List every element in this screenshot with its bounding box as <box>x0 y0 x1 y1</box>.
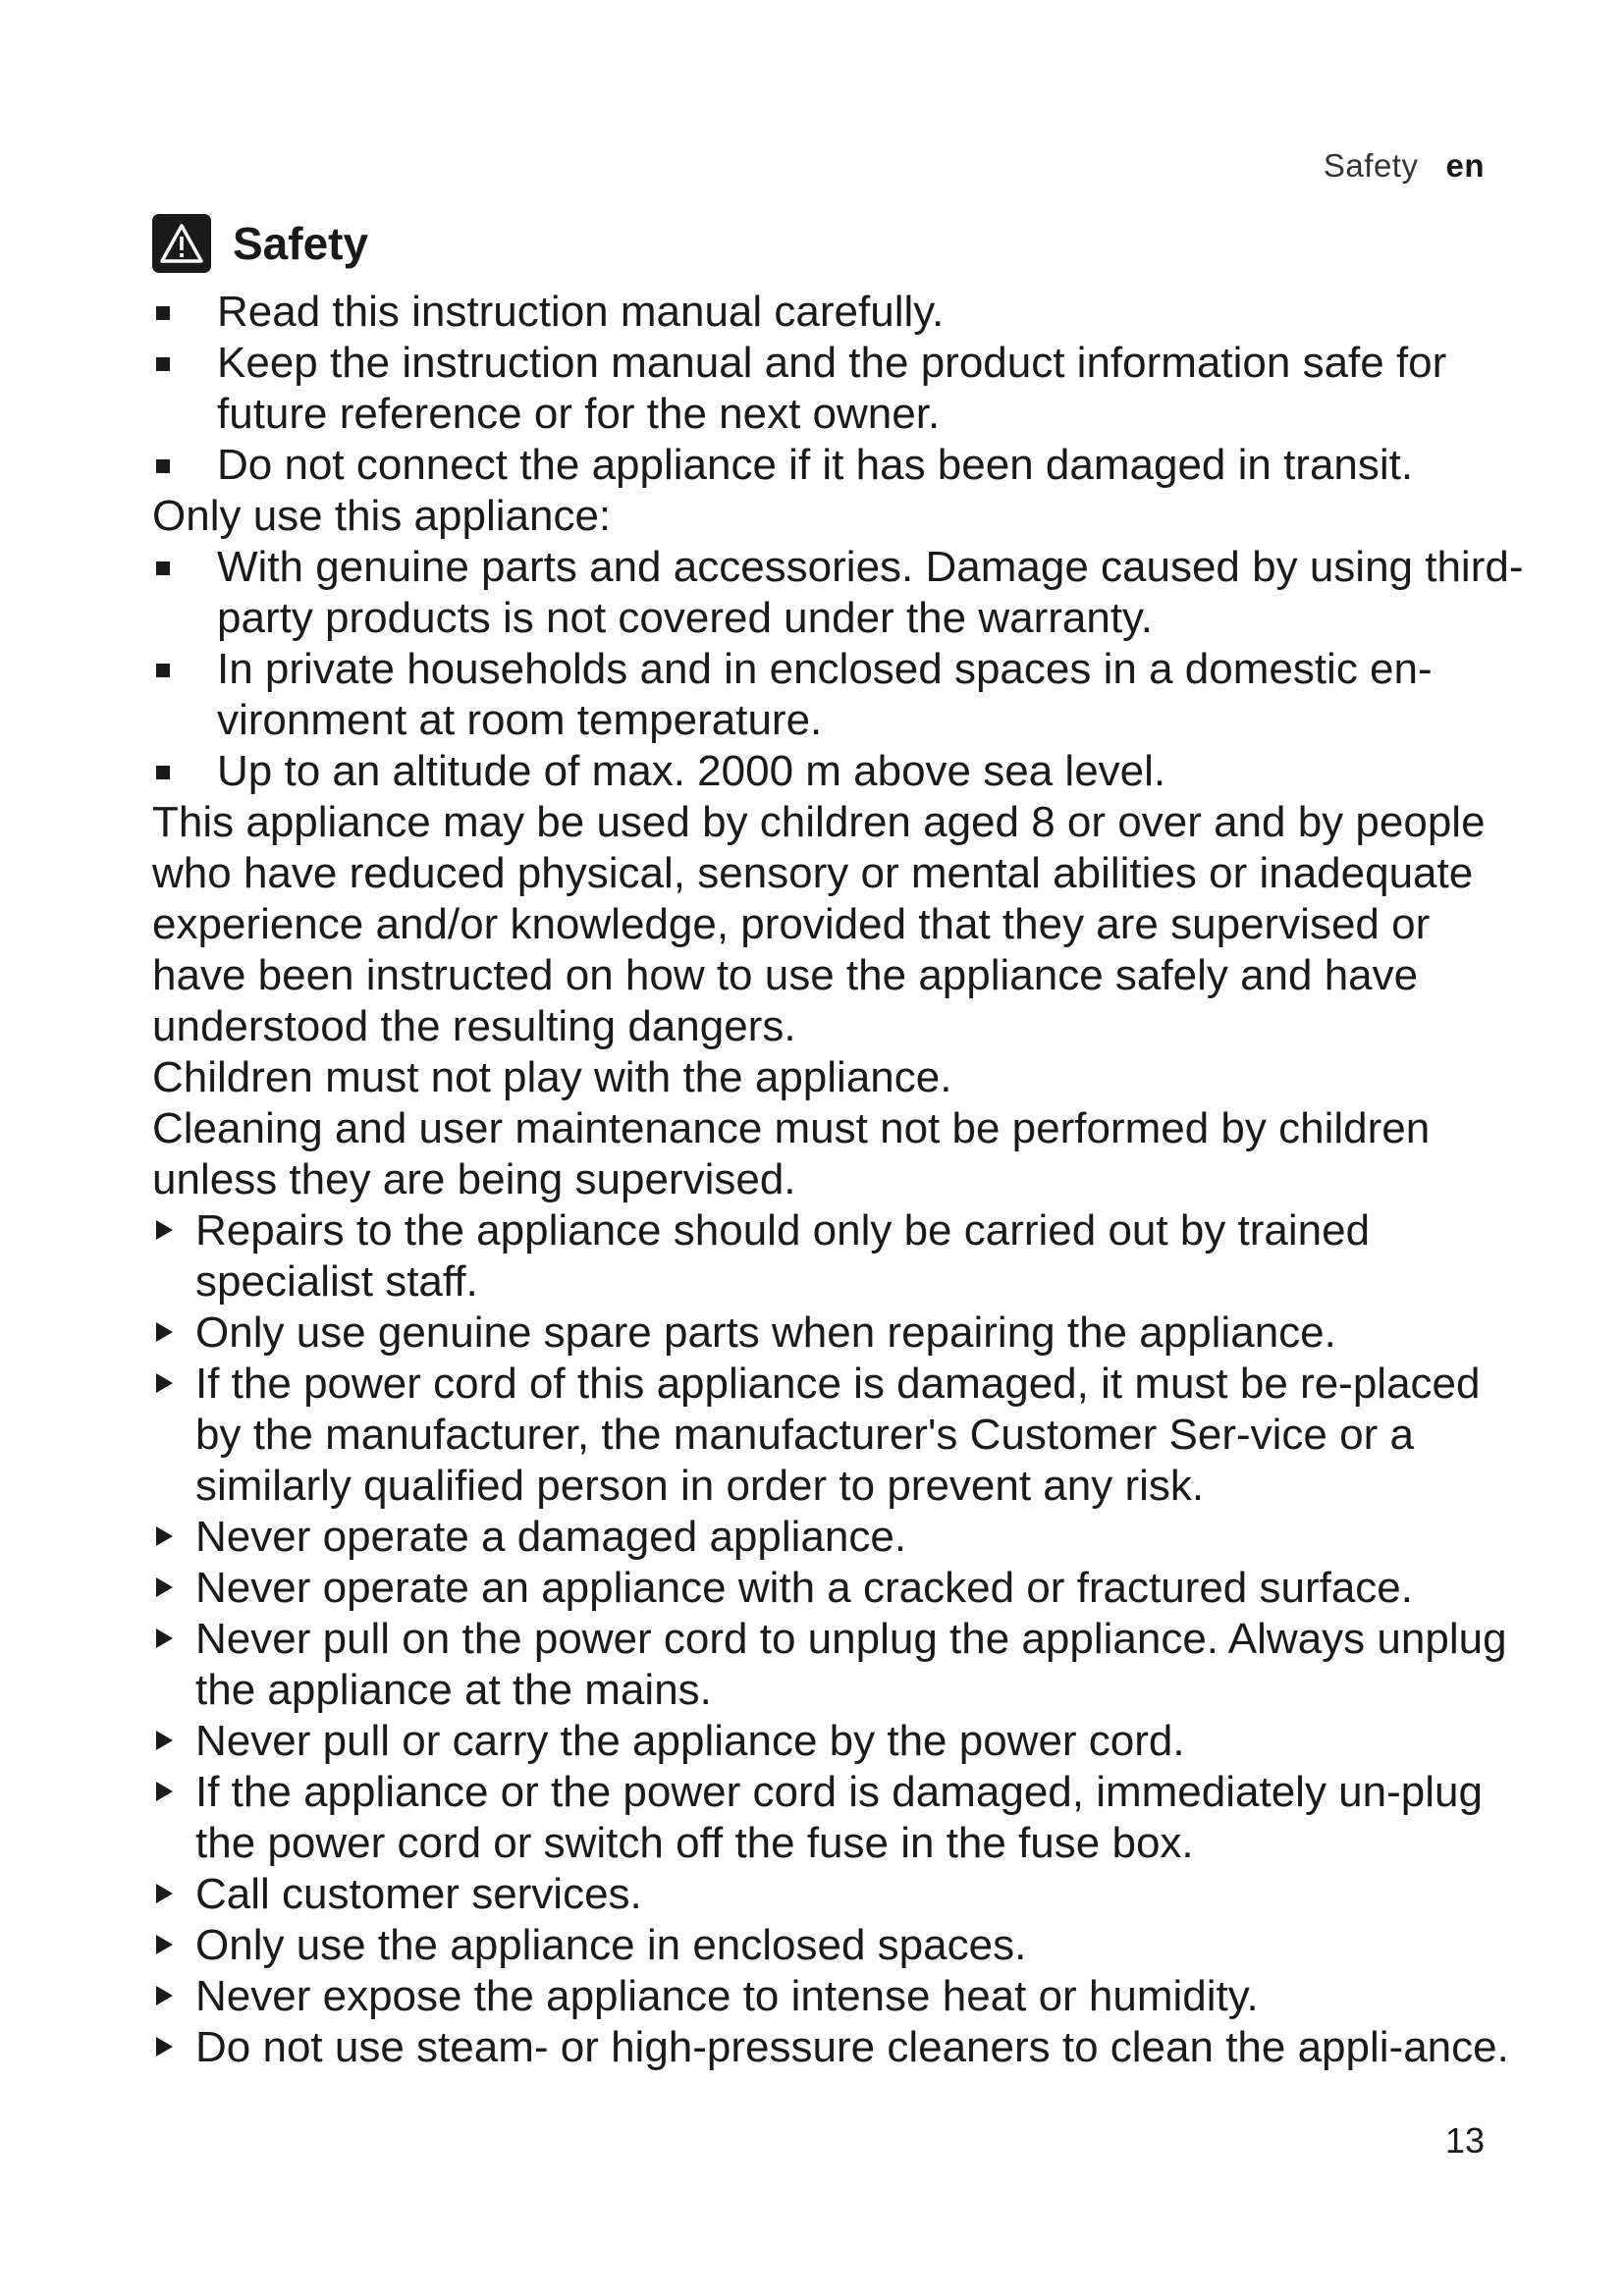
header-language: en <box>1445 147 1485 184</box>
instruction-item: Never operate an appliance with a cracked or fractured surface. <box>152 1563 1527 1614</box>
list-item: Do not connect the appliance if it has been damaged in transit. <box>152 440 1527 491</box>
instruction-item: Never operate a damaged appliance. <box>152 1512 1527 1563</box>
square-bullet-icon <box>156 459 170 473</box>
running-header <box>1324 147 1485 185</box>
header-section: Safety <box>1323 147 1419 184</box>
instruction-item: Call customer services. <box>152 1869 1527 1920</box>
warning-triangle-icon <box>152 214 211 273</box>
paragraph: Children must not play with the appliance. <box>152 1053 952 1101</box>
arrow-bullet-icon <box>156 1629 173 1648</box>
arrow-bullet-icon <box>156 2037 173 2056</box>
arrow-bullet-icon <box>156 1782 173 1801</box>
arrow-bullet-icon <box>156 1373 173 1393</box>
instruction-item: If the power cord of this appliance is damaged, it must be re-placed by the manufacturer, the manufacturer's Customer Ser-vice or a similarly qualified person in order to prevent any risk. <box>152 1359 1527 1512</box>
list-item: Keep the instruction manual and the product information safe for future reference or for the next owner. <box>152 338 1527 440</box>
square-bullet-icon <box>156 306 170 320</box>
safety-section <box>152 208 1527 2073</box>
instruction-item: Never expose the appliance to intense heat or humidity. <box>152 1971 1527 2022</box>
instruction-item: Only use genuine spare parts when repairing the appliance. <box>152 1308 1527 1359</box>
title-row <box>152 208 1527 279</box>
arrow-bullet-icon <box>156 1935 173 1954</box>
arrow-bullet-icon <box>156 1322 173 1342</box>
arrow-bullet-icon <box>156 1526 173 1546</box>
arrow-bullet-icon <box>156 1220 173 1240</box>
page-title: Safety <box>233 218 369 269</box>
instruction-item: Repairs to the appliance should only be carried out by trained specialist staff. <box>152 1205 1527 1308</box>
instruction-item: Never pull on the power cord to unplug the appliance. Always unplug the appliance at the mains. <box>152 1614 1527 1716</box>
list-item: Read this instruction manual carefully. <box>152 287 1527 338</box>
arrow-bullet-icon <box>156 1577 173 1597</box>
square-bullet-icon <box>156 766 170 779</box>
list-item: In private households and in enclosed spaces in a domestic en-vironment at room temperature. <box>152 644 1527 746</box>
square-bullet-icon <box>156 357 170 371</box>
arrow-bullet-icon <box>156 1986 173 2005</box>
paragraph: This appliance may be used by children aged 8 or over and by people who have reduced physical, sensory or mental abilities or inadequate experience and/or knowledge, provided that they are supervised or have been instructed on how to use the appliance safely and have understood the resulting dangers. <box>152 798 1486 1050</box>
page-number: 13 <box>1444 2120 1485 2161</box>
instruction-item: Never pull or carry the appliance by the power cord. <box>152 1716 1527 1767</box>
square-bullet-icon <box>156 561 170 575</box>
instruction-item: Do not use steam- or high-pressure cleaners to clean the appli-ance. <box>152 2022 1527 2073</box>
instruction-item: If the appliance or the power cord is damaged, immediately un-plug the power cord or switch off the fuse in the fuse box. <box>152 1767 1527 1869</box>
arrow-bullet-icon <box>156 1884 173 1903</box>
square-bullet-icon <box>156 664 170 677</box>
paragraph: Cleaning and user maintenance must not be performed by children unless they are being supervised. <box>152 1104 1431 1203</box>
use-heading: Only use this appliance: <box>152 492 612 540</box>
list-item: With genuine parts and accessories. Damage caused by using third-party products is not covered under the warranty. <box>152 542 1527 644</box>
list-item: Up to an altitude of max. 2000 m above sea level. <box>152 746 1527 797</box>
arrow-bullet-icon <box>156 1731 173 1750</box>
instruction-item: Only use the appliance in enclosed spaces. <box>152 1920 1527 1971</box>
